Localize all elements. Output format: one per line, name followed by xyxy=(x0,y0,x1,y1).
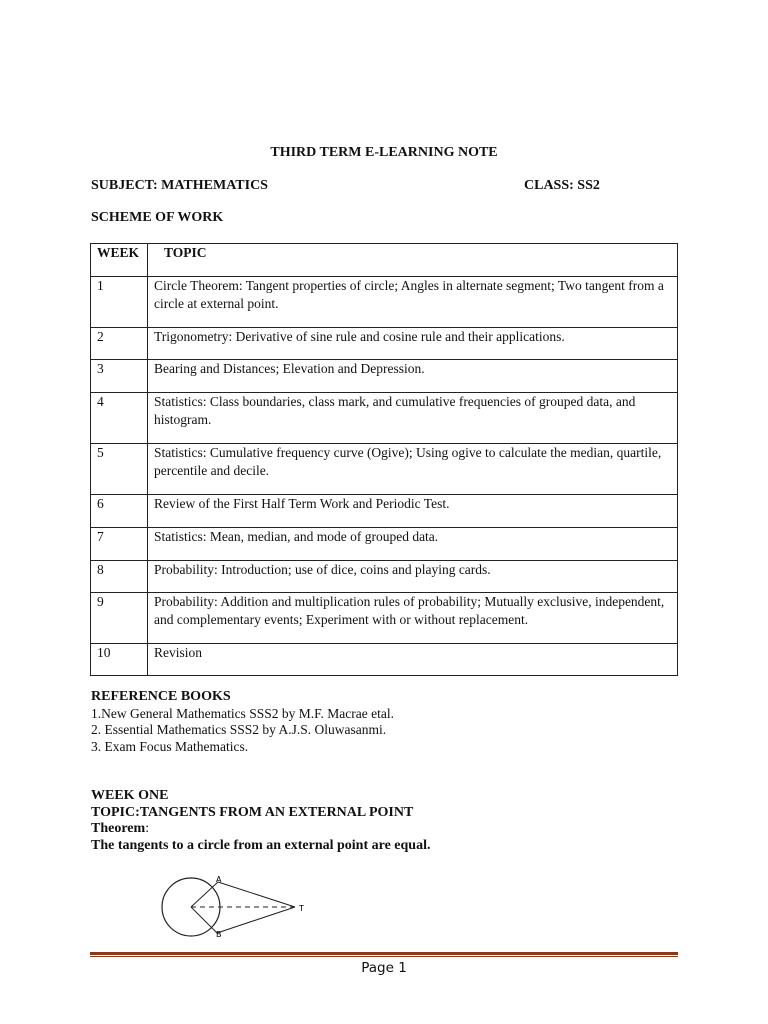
topic-cell: Probability: Addition and multiplication rules of probability; Mutually exclusive, independent, and complementary events; Experiment with or without replacement. xyxy=(148,593,678,644)
table-row xyxy=(91,495,678,528)
radius-oa xyxy=(191,882,218,907)
column-header-week: WEEK xyxy=(91,244,148,277)
radius-ob xyxy=(191,907,217,933)
document-title: THIRD TERM E-LEARNING NOTE xyxy=(270,145,498,160)
topic-cell: Revision xyxy=(148,644,678,676)
page-number: Page 1 xyxy=(361,960,407,976)
topic-cell: Probability: Introduction; use of dice, coins and playing cards. xyxy=(148,561,678,593)
table-row xyxy=(91,444,678,495)
week-cell: 4 xyxy=(91,393,148,444)
topic-cell: Circle Theorem: Tangent properties of circle; Angles in alternate segment; Two tangent from a circle at external point. xyxy=(148,277,678,328)
reference-books-heading: REFERENCE BOOKS xyxy=(91,689,231,704)
table-row xyxy=(91,644,678,676)
table-row xyxy=(91,593,678,644)
reference-item: 2. Essential Mathematics SSS2 by A.J.S. Oluwasanmi. xyxy=(91,722,387,737)
week-cell: 3 xyxy=(91,360,148,393)
scheme-heading: SCHEME OF WORK xyxy=(91,210,224,225)
week-cell: 10 xyxy=(91,644,148,676)
week-cell: 2 xyxy=(91,328,148,360)
class-label: CLASS: SS2 xyxy=(524,178,600,193)
topic-cell: Review of the First Half Term Work and Periodic Test. xyxy=(148,495,678,528)
week-one-heading: WEEK ONE xyxy=(91,788,169,803)
topic-cell: Statistics: Class boundaries, class mark, and cumulative frequencies of grouped data, and histogram. xyxy=(148,393,678,444)
label-b: B xyxy=(216,930,222,938)
topic-cell: Bearing and Distances; Elevation and Depression. xyxy=(148,360,678,393)
subject-label: SUBJECT: MATHEMATICS xyxy=(91,178,268,193)
tangent-diagram xyxy=(150,870,320,938)
table-row xyxy=(91,277,678,328)
week-cell: 9 xyxy=(91,593,148,644)
scheme-of-work-table xyxy=(90,243,678,676)
week-cell: 8 xyxy=(91,561,148,593)
week-one-topic: TOPIC:TANGENTS FROM AN EXTERNAL POINT xyxy=(91,805,414,820)
theorem-statement: The tangents to a circle from an external point are equal. xyxy=(91,838,431,853)
label-a: A xyxy=(216,875,222,884)
tangent-bt xyxy=(217,907,295,933)
topic-cell: Trigonometry: Derivative of sine rule and cosine rule and their applications. xyxy=(148,328,678,360)
theorem-label: Theorem: xyxy=(91,821,150,836)
topic-cell: Statistics: Mean, median, and mode of grouped data. xyxy=(148,528,678,561)
table-row xyxy=(91,328,678,360)
reference-item: 1.New General Mathematics SSS2 by M.F. Macrae etal. xyxy=(91,706,394,721)
week-cell: 6 xyxy=(91,495,148,528)
column-header-topic: TOPIC xyxy=(148,244,678,277)
table-header-row xyxy=(91,244,678,277)
week-cell: 1 xyxy=(91,277,148,328)
week-cell: 7 xyxy=(91,528,148,561)
table-row xyxy=(91,393,678,444)
tangent-at xyxy=(218,882,295,907)
topic-cell: Statistics: Cumulative frequency curve (Ogive); Using ogive to calculate the median, quartile, percentile and decile. xyxy=(148,444,678,495)
week-cell: 5 xyxy=(91,444,148,495)
footer-rule xyxy=(90,952,678,955)
reference-item: 3. Exam Focus Mathematics. xyxy=(91,739,249,754)
table-row xyxy=(91,528,678,561)
table-row xyxy=(91,561,678,593)
label-t: T xyxy=(299,904,304,913)
footer-rule-thin xyxy=(90,956,678,957)
table-row xyxy=(91,360,678,393)
